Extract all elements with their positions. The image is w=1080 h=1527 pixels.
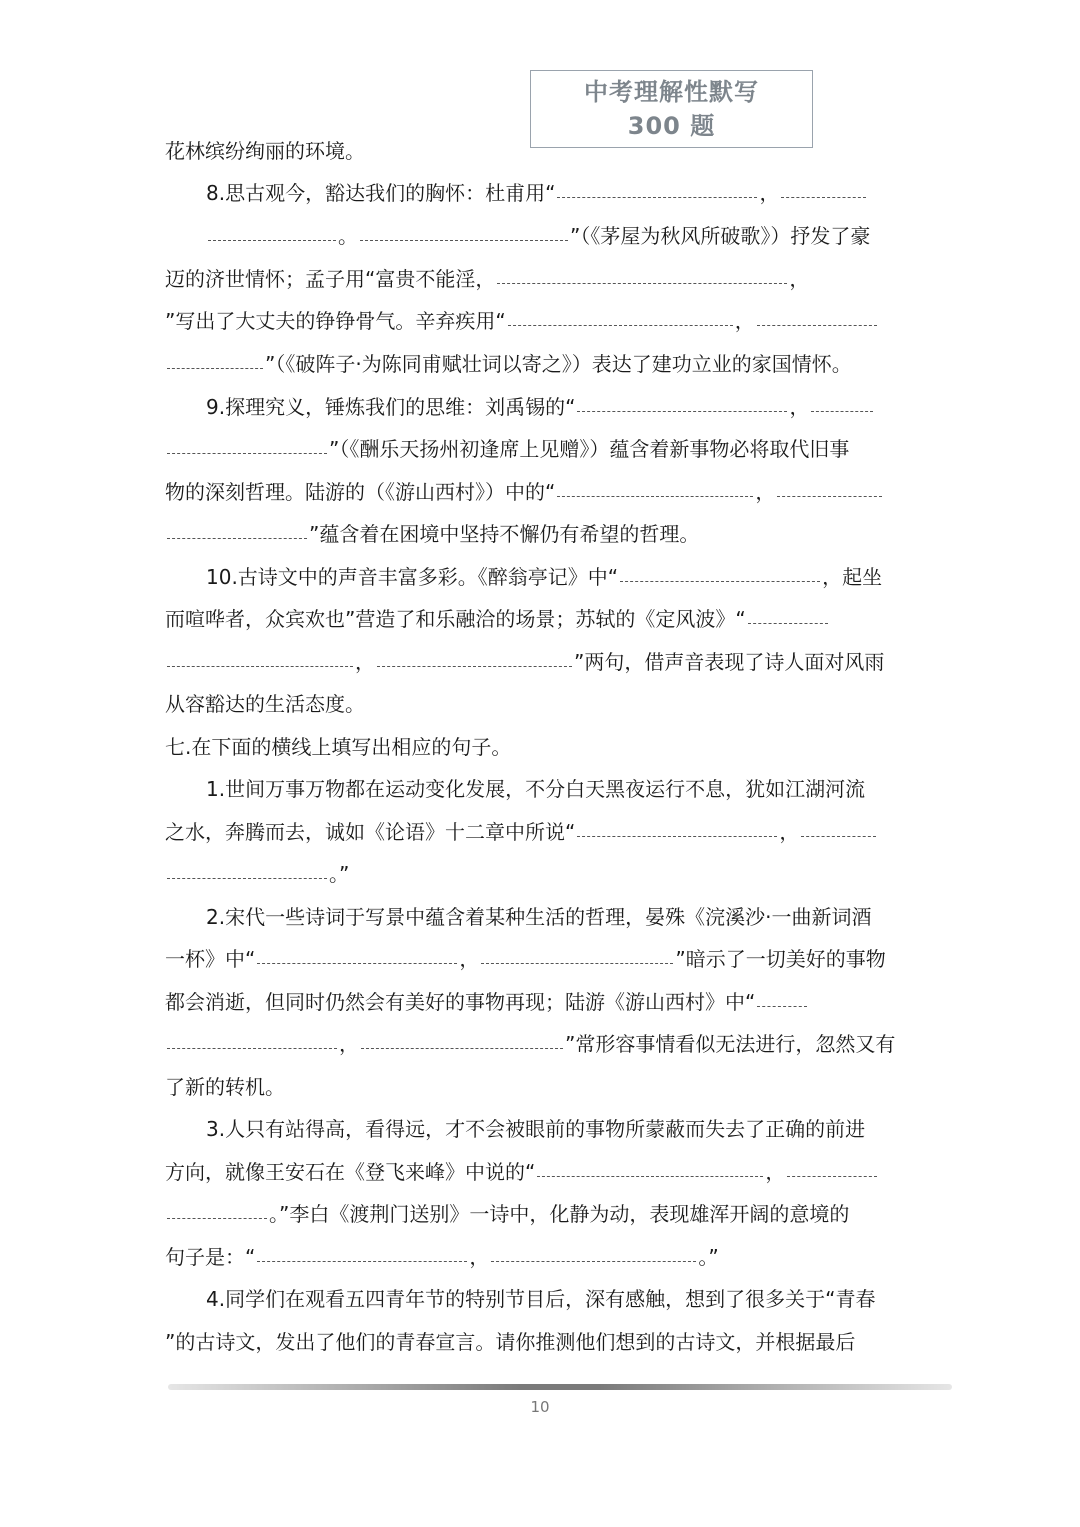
answer-blank[interactable] [781,196,866,198]
text-line [206,172,950,214]
text-line [165,981,950,1023]
line-text: 1.世间万事万物都在运动变化发展，不分白天黑夜运行不息，犹如江湖河流 [206,777,866,801]
text-line [165,1321,950,1363]
line-text: 。” [698,1245,719,1269]
text-line [206,215,950,257]
answer-blank[interactable] [620,580,820,582]
line-text: 而喧哗者，众宾欢也”营造了和乐融洽的场景；苏轼的《定风波》“ [165,607,746,631]
answer-blank[interactable] [557,495,753,497]
line-text: 9.探理究义，锤炼我们的思维：刘禹锡的“ [206,395,576,419]
line-text: ， [355,650,375,674]
answer-blank[interactable] [787,1175,877,1177]
line-text: 。 [338,224,358,248]
line-text: 从容豁达的生活态度。 [165,692,365,716]
line-text: 2.宋代一些诗词于写景中蕴含着某种生活的哲理，晏殊《浣溪沙·一曲新词酒 [206,905,872,929]
line-text: ， [755,480,776,504]
line-text: 10.古诗文中的声音丰富多彩。《醉翁亭记》中“ [206,565,619,589]
text-line [206,556,950,598]
line-text: 物的深刻哲理。陆游的（《游山西村》）中的“ [165,480,556,504]
line-text: ”两句，借声音表现了诗人面对风雨 [574,650,885,674]
line-text: 4.同学们在观看五四青年节的特别节目后，深有感触，想到了很多关于“青春 [206,1287,876,1311]
line-text: 花林缤纷绚丽的环境。 [165,139,365,163]
line-text: 迈的济世情怀；孟子用“富贵不能淫， [165,267,496,291]
answer-blank[interactable] [757,1005,807,1007]
line-text: ， [469,1245,490,1269]
answer-blank[interactable] [577,835,777,837]
line-text: ， [734,309,755,333]
line-text: ， [339,1032,359,1056]
line-text: ”常形容事情看似无法进行，忽然又有 [565,1032,896,1056]
line-text: 七.在下面的横线上填写出相应的句子。 [165,735,512,759]
line-text: 3.人只有站得高，看得远，才不会被眼前的事物所蒙蔽而失去了正确的前进 [206,1117,866,1141]
answer-blank[interactable] [167,877,327,879]
answer-blank[interactable] [777,495,882,497]
answer-blank[interactable] [497,282,787,284]
text-line [165,258,950,300]
answer-blank[interactable] [208,239,336,241]
line-text: ”蕴含着在困境中坚持不懈仍有希望的哲理。 [309,522,700,546]
text-line [165,811,950,853]
text-line [206,1108,950,1150]
text-line [165,938,950,980]
line-text: ”（《茅屋为秋风所破歌》）抒发了豪 [570,224,871,248]
line-text: ， [759,181,780,205]
answer-blank[interactable] [257,962,457,964]
line-text: ， [765,1160,786,1184]
line-text: ”（《酬乐天扬州初逢席上见赠》）蕴含着新事物必将取代旧事 [329,437,850,461]
answer-blank[interactable] [508,324,733,326]
footer-divider [168,1384,952,1390]
line-text: ，起坐 [822,565,883,589]
answer-blank[interactable] [748,622,828,624]
answer-blank[interactable] [481,962,673,964]
text-line [165,1023,950,1065]
answer-blank[interactable] [491,1260,696,1262]
text-line [165,598,950,640]
text-line [165,1193,950,1235]
text-line [165,300,950,342]
answer-blank[interactable] [167,452,327,454]
answer-blank[interactable] [537,1175,763,1177]
text-line [165,1151,950,1193]
text-line [165,343,950,385]
answer-blank[interactable] [757,324,877,326]
line-text: ， [789,395,810,419]
line-text: ， [459,947,480,971]
text-line [165,471,950,513]
line-text: ， [779,820,800,844]
line-text: ”的古诗文，发出了他们的青春宣言。请你推测他们想到的古诗文，并根据最后 [165,1330,856,1354]
text-line [206,768,950,810]
text-line [165,726,950,768]
line-text: 。” [329,862,350,886]
line-text: ， [789,267,810,291]
answer-blank[interactable] [377,665,572,667]
answer-blank[interactable] [257,1260,467,1262]
answer-blank[interactable] [167,665,353,667]
text-line [206,386,950,428]
document-title: 中考理解性默写 300 题 [584,78,759,140]
answer-blank[interactable] [361,1047,563,1049]
line-text: ”写出了大丈夫的铮铮骨气。辛弃疾用“ [165,309,506,333]
text-line [165,683,950,725]
text-line [165,853,950,895]
answer-blank[interactable] [801,835,876,837]
answer-blank[interactable] [167,537,307,539]
line-text: 之水，奔腾而去，诚如《论语》十二章中所说“ [165,820,576,844]
text-line [165,1066,950,1108]
text-line [165,513,950,555]
answer-blank[interactable] [167,1047,337,1049]
line-text: 了新的转机。 [165,1075,285,1099]
line-text: 8.思古观今，豁达我们的胸怀：杜甫用“ [206,181,556,205]
text-line [165,130,950,172]
line-text: 都会消逝，但同时仍然会有美好的事物再现；陆游《游山西村》中“ [165,990,756,1014]
text-line [206,1278,950,1320]
answer-blank[interactable] [811,410,873,412]
line-text: 一杯》中“ [165,947,256,971]
answer-blank[interactable] [557,196,757,198]
line-text: ”（《破阵子·为陈同甫赋壮词以寄之》）表达了建功立业的家国情怀。 [265,352,852,376]
page-number: 10 [530,1398,550,1416]
answer-blank[interactable] [167,367,263,369]
line-text: 。”李白《渡荆门送别》一诗中，化静为动，表现雄浑开阔的意境的 [269,1202,850,1226]
text-line [165,641,950,683]
line-text: 方向，就像王安石在《登飞来峰》中说的“ [165,1160,536,1184]
answer-blank[interactable] [167,1217,267,1219]
text-line [165,428,950,470]
answer-blank[interactable] [577,410,787,412]
answer-blank[interactable] [360,239,568,241]
line-text: ”暗示了一切美好的事物 [675,947,886,971]
text-line [165,1236,950,1278]
line-text: 句子是：“ [165,1245,256,1269]
text-line [206,896,950,938]
